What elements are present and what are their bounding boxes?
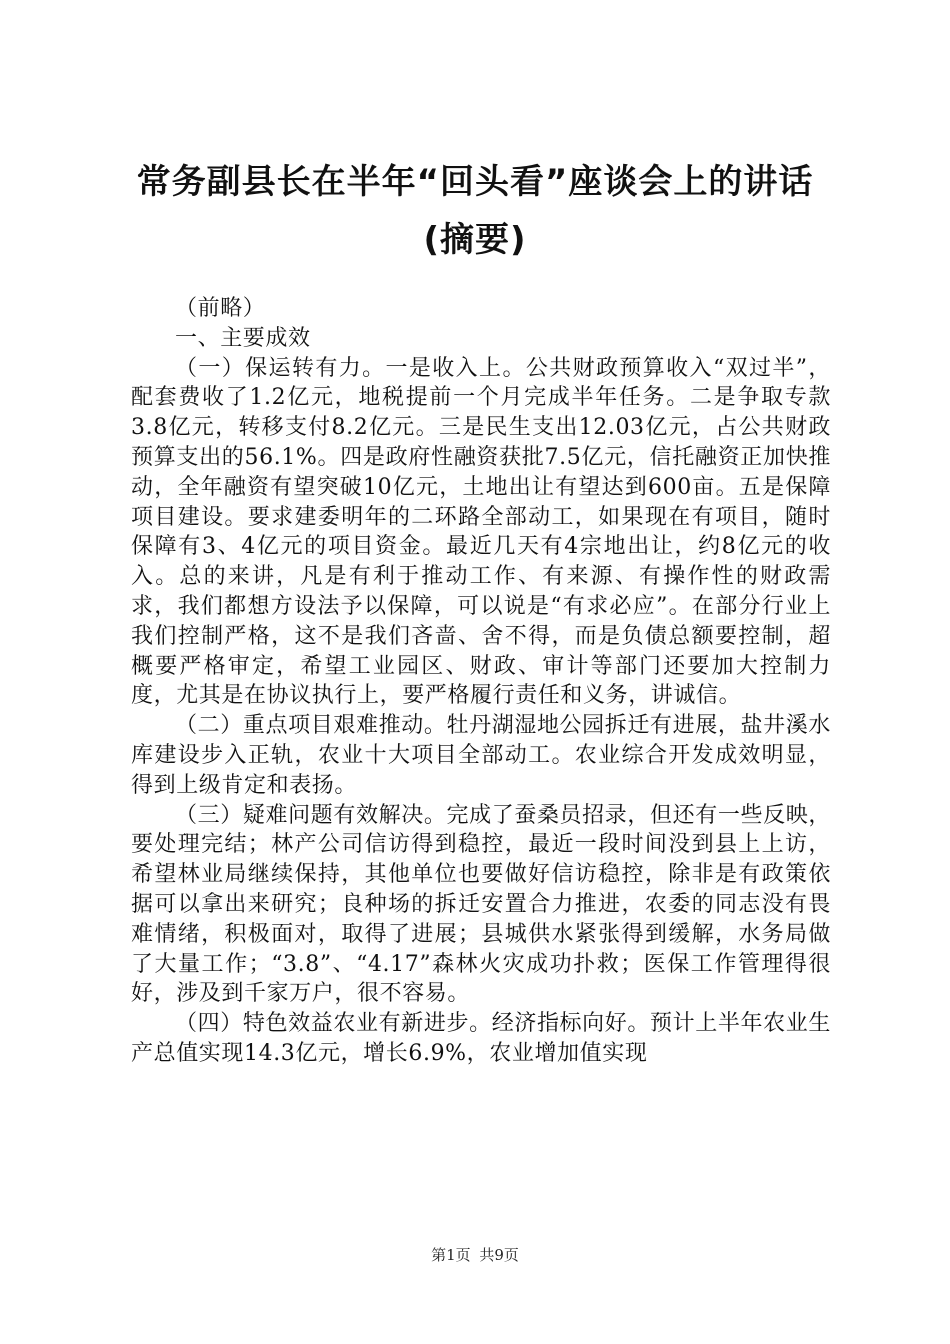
page-footer (0, 1244, 950, 1265)
document-title: 常务副县长在半年“回头看”座谈会上的讲话 (136, 162, 814, 202)
page-number: 第1页 (431, 1246, 471, 1264)
document-subtitle: (摘要) (423, 220, 527, 260)
paragraph-2: （二）重点项目艰难推动。牡丹湖湿地公园拆迁有进展，盐井溪水库建设步入正轨，农业十大项目全部动工。农业综合开发成效明显，得到上级肯定和表扬。 (131, 713, 831, 798)
paragraph-4: （四）特色效益农业有新进步。经济指标向好。预计上半年农业生产总值实现14.3亿元，增长6.9%，农业增加值实现 (131, 1011, 831, 1066)
page-total: 共9页 (479, 1246, 519, 1264)
paragraph-1: （一）保运转有力。一是收入上。公共财政预算收入“双过半”，配套费收了1.2亿元，地税提前一个月完成半年任务。二是争取专款3.8亿元，转移支付8.2亿元。三是民生支出12.03亿元，占公共财政预算支出的56.1%。四是政府性融资获批7.5亿元，信托融资正加快推动，全年融资有望突破10亿元，土地出让有望达到600亩。五是保障项目建设。要求建委明年的二环路全部动工，如果现在有项目，随时保障有3、4亿元的项目资金。最近几天有4宗地出让，约8亿元的收入。总的来讲，凡是有利于推动工作、有来源、有操作性的财政需求，我们都想方设法予以保障，可以说是“有求必应”。在部分行业上我们控制严格，这不是我们吝啬、舍不得，而是负债总额要控制，超概要严格审定，希望工业园区、财政、审计等部门还要加大控制力度，尤其是在协议执行上，要严格履行责任和义务，讲诚信。 (131, 355, 831, 709)
document-body (131, 294, 831, 1069)
paragraph-preface: （前略） (175, 296, 266, 321)
section-heading: 一、主要成效 (175, 325, 311, 351)
paragraph-3: （三）疑难问题有效解决。完成了蚕桑员招录，但还有一些反映，要处理完结；林产公司信访得到稳控，最近一段时间没到县上上访，希望林业局继续保持，其他单位也要做好信访稳控，除非是有政策依据可以拿出来研究；良种场的拆迁安置合力推进，农委的同志没有畏难情绪，积极面对，取得了进展；县城供水紧张得到缓解，水务局做了大量工作；“3.8”、“4.17”森林火灾成功扑救；医保工作管理得很好，涉及到千家万户，很不容易。 (131, 802, 831, 1007)
